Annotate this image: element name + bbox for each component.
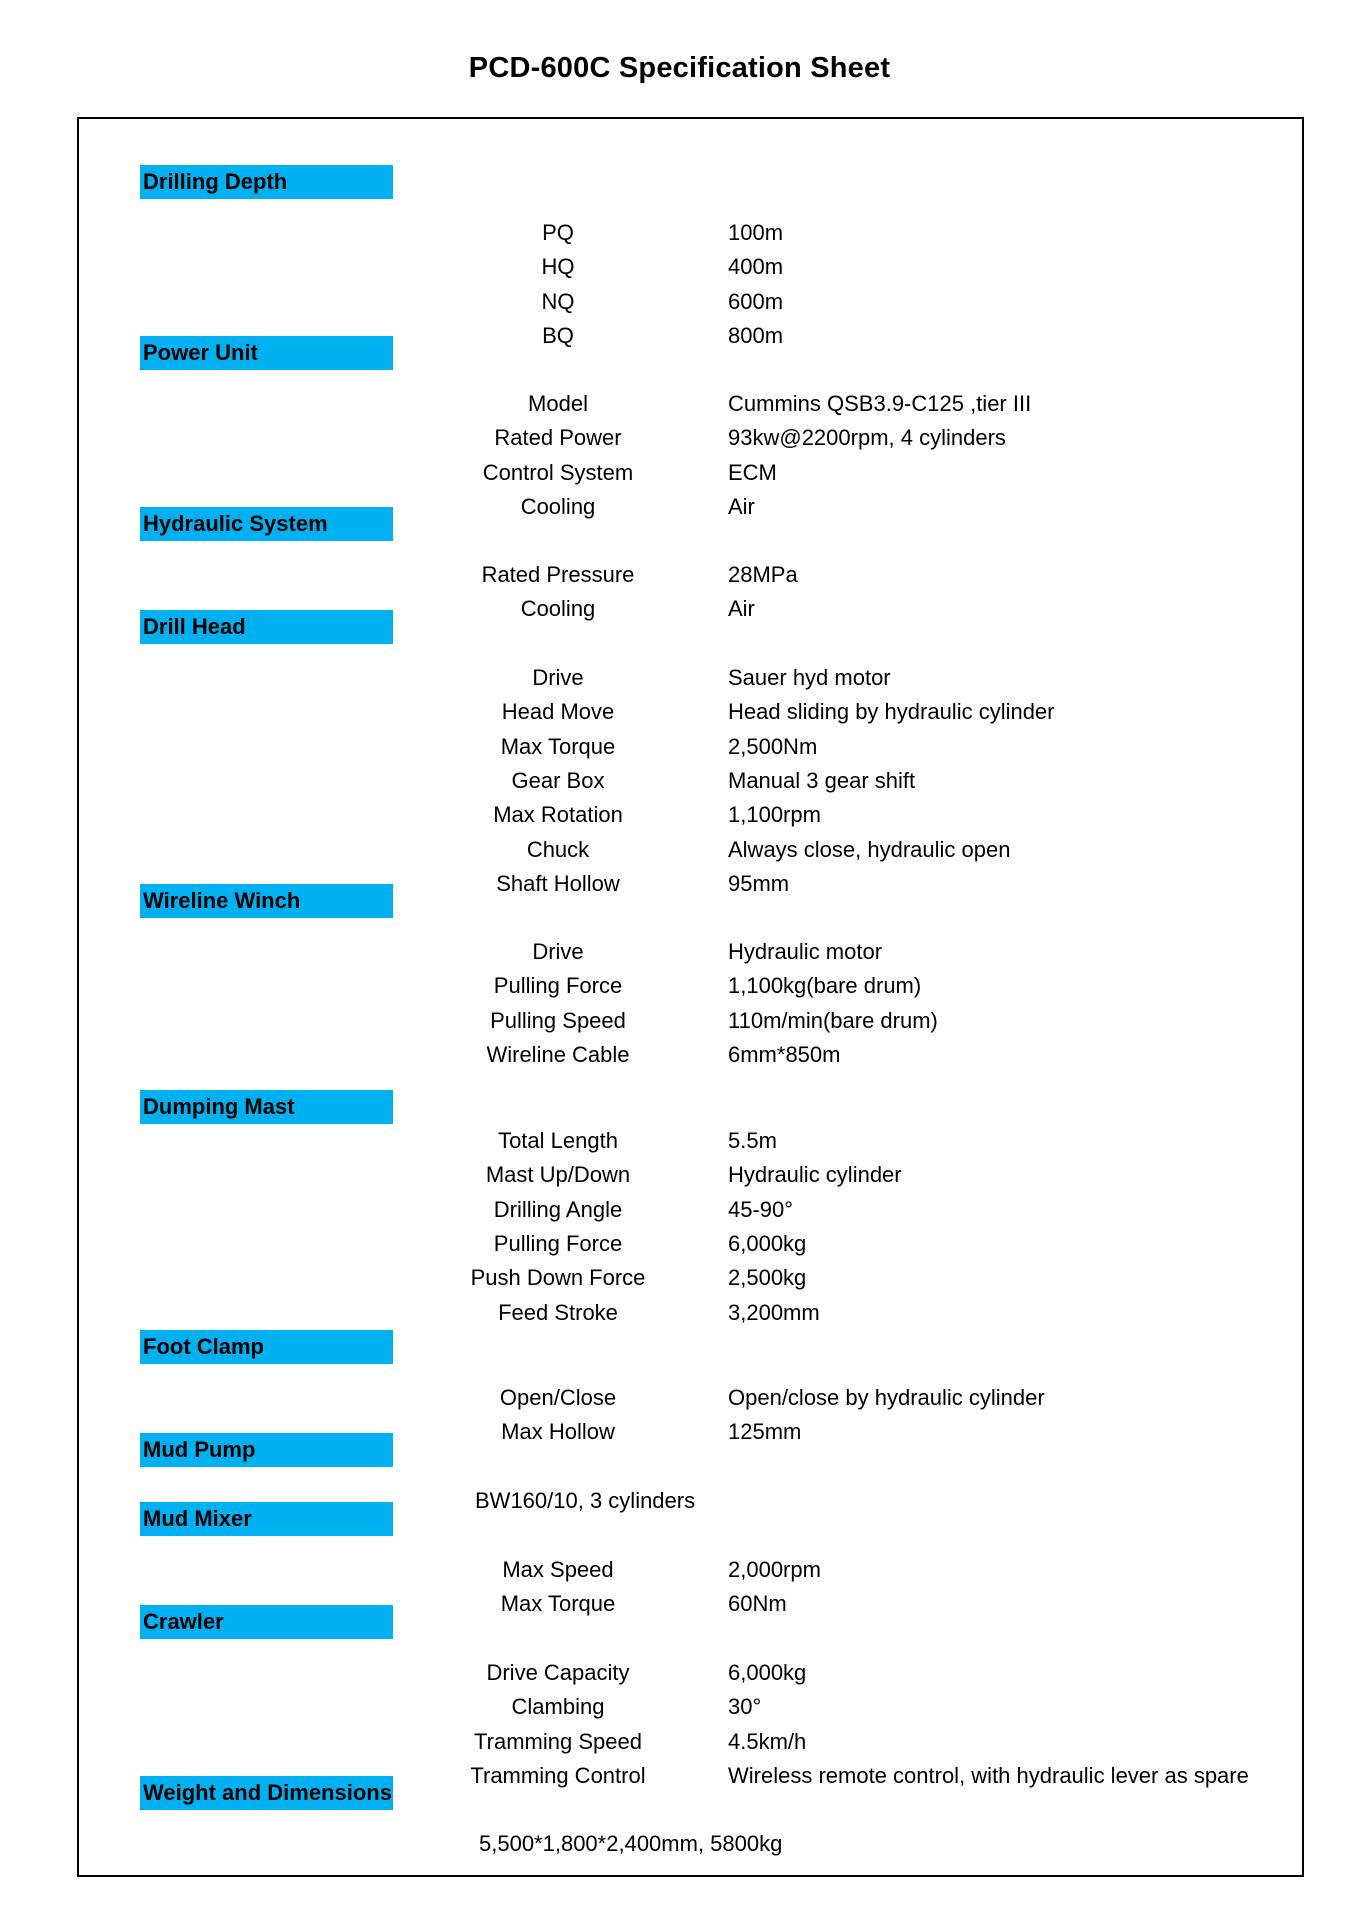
- spec-value: Manual 3 gear shift: [728, 767, 916, 793]
- section-header: Crawler: [140, 1605, 393, 1639]
- spec-label: Max Torque: [500, 1591, 616, 1617]
- spec-value: 2,500kg: [728, 1265, 807, 1291]
- spec-label: Pulling Speed: [490, 1007, 626, 1033]
- spec-row: [0, 387, 1359, 421]
- spec-row: [0, 456, 1359, 490]
- spec-row: [0, 1725, 1359, 1759]
- spec-value: ECM: [728, 459, 777, 485]
- spec-row: [0, 1038, 1359, 1072]
- spec-row: [0, 1690, 1359, 1724]
- spec-value: 95mm: [728, 870, 790, 896]
- spec-value: 2,500Nm: [728, 733, 818, 759]
- spec-label: Max Speed: [502, 1557, 614, 1582]
- spec-value: 3,200mm: [728, 1299, 820, 1325]
- section-header: Drilling Depth: [140, 165, 393, 199]
- spec-row: [0, 764, 1359, 798]
- spec-label: PQ: [542, 220, 574, 245]
- spec-text: 5,500*1,800*2,400mm, 5800kg: [479, 1831, 783, 1856]
- spec-row: [0, 1553, 1359, 1587]
- spec-value: Wireless remote control, with hydraulic lever as spare: [728, 1762, 1249, 1788]
- spec-row: [0, 216, 1359, 250]
- section-header: Dumping Mast: [140, 1090, 393, 1124]
- section-header: Power Unit: [140, 336, 393, 370]
- spec-row: [0, 285, 1359, 319]
- spec-value: Hydraulic motor: [728, 939, 883, 964]
- spec-row: [0, 558, 1359, 592]
- spec-value: 800m: [728, 322, 784, 348]
- spec-label: Head Move: [501, 699, 615, 725]
- spec-value: Open/close by hydraulic cylinder: [728, 1385, 1045, 1410]
- spec-value: 1,100kg(bare drum): [728, 973, 922, 999]
- spec-label: Tramming Speed: [474, 1728, 642, 1754]
- spec-label: Wireline Cable: [486, 1041, 630, 1067]
- spec-label: Push Down Force: [470, 1265, 646, 1291]
- spec-label: Chuck: [526, 836, 590, 862]
- spec-label: Max Torque: [500, 733, 616, 759]
- spec-value: 6,000kg: [728, 1660, 807, 1685]
- spec-label: Cooling: [520, 596, 596, 622]
- spec-row: [0, 730, 1359, 764]
- spec-label: Model: [528, 391, 588, 416]
- spec-label: BQ: [542, 322, 574, 348]
- spec-row: [0, 421, 1359, 455]
- spec-label: Pulling Force: [493, 973, 623, 999]
- spec-value: 6,000kg: [728, 1230, 807, 1256]
- spec-value: 125mm: [728, 1419, 802, 1445]
- spec-value: Head sliding by hydraulic cylinder: [728, 699, 1055, 725]
- spec-label: Mast Up/Down: [485, 1162, 631, 1188]
- spec-row: [0, 1004, 1359, 1038]
- spec-label: Drive Capacity: [486, 1660, 630, 1685]
- spec-value: Air: [728, 493, 755, 519]
- spec-label: Open/Close: [499, 1385, 617, 1410]
- spec-row: [0, 1827, 1359, 1861]
- spec-value: 6mm*850m: [728, 1041, 841, 1067]
- spec-row: [0, 1296, 1359, 1330]
- spec-row: [0, 935, 1359, 969]
- spec-value: 45-90°: [728, 1196, 794, 1222]
- spec-row: [0, 969, 1359, 1003]
- spec-label: Shaft Hollow: [496, 870, 620, 896]
- section-header: Weight and Dimensions: [140, 1776, 393, 1810]
- spec-value: 110m/min(bare drum): [728, 1007, 938, 1033]
- spec-label: Drive: [532, 665, 584, 690]
- spec-row: [0, 1158, 1359, 1192]
- spec-value: 2,000rpm: [728, 1557, 821, 1582]
- spec-label: Pulling Force: [493, 1230, 623, 1256]
- spec-label: HQ: [541, 254, 575, 280]
- spec-value: 30°: [728, 1694, 762, 1720]
- spec-label: Drilling Angle: [493, 1196, 623, 1222]
- spec-value: Air: [728, 596, 755, 622]
- spec-row: [0, 661, 1359, 695]
- spec-label: Max Rotation: [493, 802, 623, 828]
- spec-text: BW160/10, 3 cylinders: [475, 1488, 696, 1513]
- spec-label: NQ: [541, 288, 575, 314]
- spec-row: [0, 1193, 1359, 1227]
- section-header: Mud Pump: [140, 1433, 393, 1467]
- spec-row: [0, 798, 1359, 832]
- section-header: Hydraulic System: [140, 507, 393, 541]
- spec-label: Drive: [532, 939, 584, 964]
- spec-row: [0, 1124, 1359, 1158]
- spec-label: Total Length: [498, 1128, 618, 1153]
- spec-label: Gear Box: [511, 767, 605, 793]
- spec-label: Cooling: [520, 493, 596, 519]
- section-header: Foot Clamp: [140, 1330, 393, 1364]
- spec-row: [0, 1227, 1359, 1261]
- spec-label: Clambing: [511, 1694, 605, 1720]
- spec-value: 5.5m: [728, 1128, 777, 1153]
- spec-value: 600m: [728, 288, 784, 314]
- spec-value: 60Nm: [728, 1591, 787, 1617]
- spec-row: [0, 695, 1359, 729]
- page-title: PCD-600C Specification Sheet: [468, 52, 891, 84]
- spec-value: 93kw@2200rpm, 4 cylinders: [728, 425, 1006, 451]
- spec-value: Sauer hyd motor: [728, 665, 891, 690]
- spec-value: 28MPa: [728, 562, 798, 587]
- spec-label: Tramming Control: [470, 1762, 646, 1788]
- section-header: Drill Head: [140, 610, 393, 644]
- spec-label: Control System: [482, 459, 634, 485]
- spec-label: Max Hollow: [501, 1419, 615, 1445]
- spec-label: Feed Stroke: [498, 1299, 618, 1325]
- spec-value: 400m: [728, 254, 784, 280]
- spec-row: [0, 1381, 1359, 1415]
- spec-value: Cummins QSB3.9-C125 ,tier III: [728, 391, 1032, 416]
- spec-row: [0, 1261, 1359, 1295]
- spec-value: Always close, hydraulic open: [728, 836, 1011, 862]
- spec-label: Rated Pressure: [481, 562, 635, 587]
- spec-value: 1,100rpm: [728, 802, 821, 828]
- spec-value: Hydraulic cylinder: [728, 1162, 902, 1188]
- spec-row: [0, 250, 1359, 284]
- spec-value: 100m: [728, 220, 784, 245]
- section-header: Mud Mixer: [140, 1502, 393, 1536]
- spec-value: 4.5km/h: [728, 1728, 807, 1754]
- spec-row: [0, 833, 1359, 867]
- spec-row: [0, 1656, 1359, 1690]
- section-header: Wireline Winch: [140, 884, 393, 918]
- spec-label: Rated Power: [494, 425, 622, 451]
